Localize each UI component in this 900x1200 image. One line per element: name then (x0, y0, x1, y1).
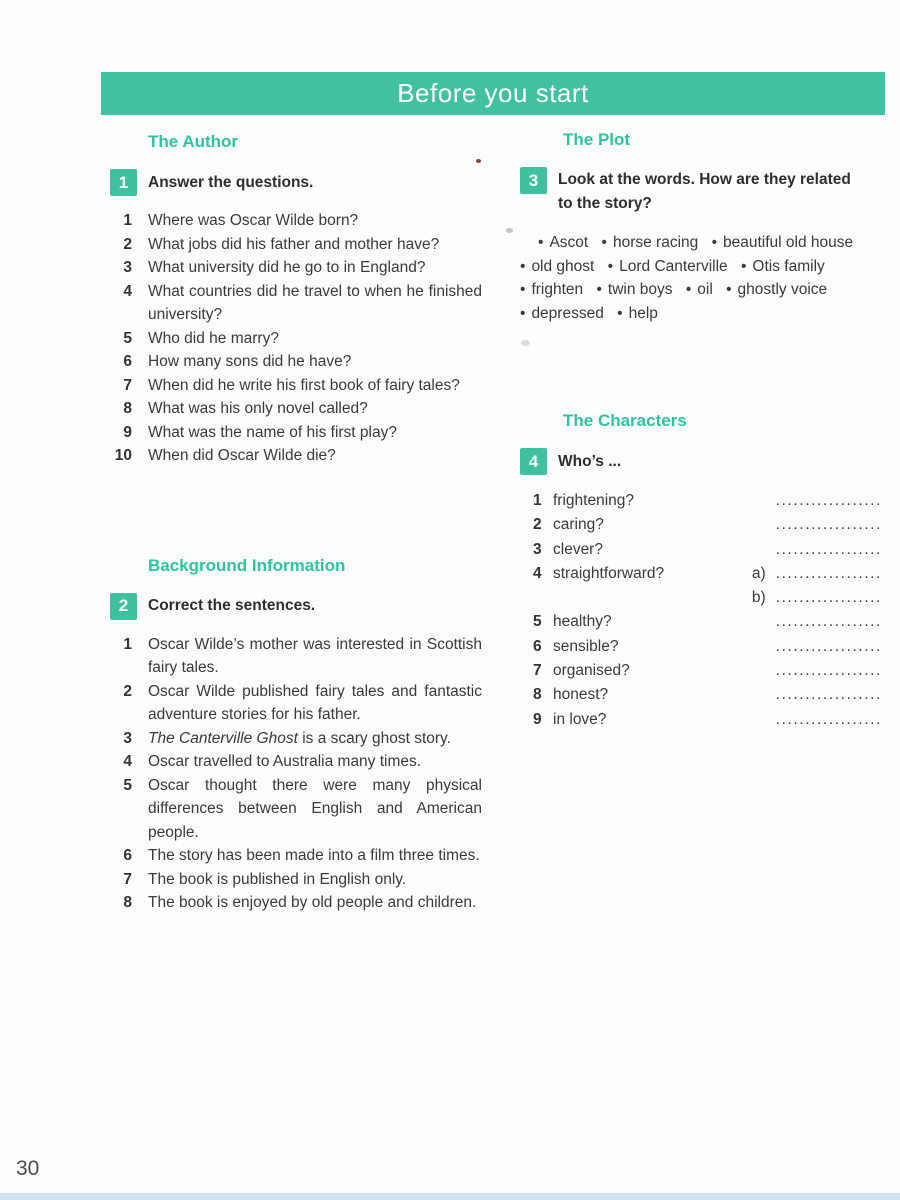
exercise-2-number-box: 2 (110, 593, 137, 620)
word-item (741, 258, 825, 275)
answer-area (776, 610, 886, 634)
question-row (110, 350, 482, 374)
bullet-icon: • (726, 281, 732, 298)
question-number: 7 (123, 376, 132, 394)
answer-area (776, 659, 886, 683)
character-row (520, 513, 886, 537)
bullet-icon: • (538, 234, 544, 251)
question-number: 9 (123, 423, 132, 441)
answer-area (776, 635, 886, 659)
question-row (110, 280, 482, 327)
question-text: How many sons did he have? (148, 353, 352, 370)
character-number: 4 (533, 564, 542, 582)
word-item (726, 281, 827, 298)
question-row (110, 397, 482, 421)
word-item (520, 281, 583, 298)
sentence-text: Oscar thought there were many physical differences between English and American people. (148, 776, 482, 841)
answer-line: .................. (775, 492, 882, 509)
question-row (110, 421, 482, 445)
character-number: 8 (533, 686, 542, 704)
exercise-3-number-box: 3 (520, 167, 547, 194)
word-text: horse racing (612, 234, 699, 251)
sentence-text: Oscar travelled to Australia many times. (148, 753, 422, 770)
exercise-2-instruction: Correct the sentences. (148, 597, 316, 615)
sentence-text (148, 727, 482, 751)
question-row (110, 233, 482, 257)
sentence-row (110, 633, 482, 680)
answer-area (752, 586, 886, 610)
character-sub-row (520, 586, 886, 610)
answer-area (776, 513, 886, 537)
question-text: What was his only novel called? (148, 400, 368, 417)
plot-word-list (520, 231, 880, 325)
character-text: frightening? (553, 492, 635, 509)
character-text: honest? (553, 686, 609, 704)
scan-smudge (506, 228, 513, 233)
scan-speck (476, 159, 481, 163)
word-text: Otis family (752, 257, 825, 275)
character-text: caring? (553, 516, 604, 534)
word-text: Ascot (549, 234, 589, 251)
question-text: Who did he marry? (148, 329, 279, 347)
question-number: 8 (123, 400, 132, 417)
word-item (520, 258, 594, 275)
book-title: The Canterville Ghost (148, 729, 298, 747)
sentence-number: 7 (123, 870, 132, 888)
sentence-rest: is a scary ghost story. (297, 729, 451, 747)
answer-line: .................. (775, 686, 882, 704)
sub-answer-label: b) (751, 589, 766, 607)
sentence-number: 6 (123, 847, 132, 864)
exercise-2-header (110, 593, 482, 620)
sentence-number: 2 (123, 682, 132, 700)
question-text: What was the name of his first play? (148, 423, 397, 441)
question-number: 1 (123, 212, 132, 229)
exercise-3-header (520, 167, 886, 215)
bullet-icon: • (607, 257, 614, 275)
sentence-text: The book is enjoyed by old people and children. (148, 894, 477, 911)
word-item (602, 234, 699, 251)
sentence-row (110, 750, 482, 774)
character-text: healthy? (553, 613, 612, 631)
character-row (520, 708, 886, 732)
bullet-icon: • (685, 281, 692, 298)
author-question-list (110, 209, 482, 468)
question-row (110, 444, 482, 468)
answer-area (776, 708, 886, 732)
answer-area (776, 489, 886, 513)
exercise-3-instruction: Look at the words. How are they related to the story? (558, 171, 851, 212)
character-text: in love? (553, 710, 607, 728)
question-text: What countries did he travel to when he finished university? (148, 282, 482, 323)
word-text: old ghost (531, 257, 595, 275)
character-row (520, 635, 886, 659)
question-row (110, 374, 482, 398)
word-item (520, 305, 604, 322)
author-heading: The Author (148, 132, 239, 151)
character-text: sensible? (553, 637, 619, 655)
word-item (617, 305, 658, 322)
banner-title: Before you start (397, 78, 589, 108)
word-item (686, 281, 713, 298)
word-item (712, 234, 854, 251)
character-number: 3 (533, 540, 542, 558)
character-number: 1 (533, 492, 542, 509)
character-row (520, 489, 886, 513)
word-item (608, 258, 728, 275)
question-number: 6 (123, 353, 132, 370)
sentence-row (110, 680, 482, 727)
exercise-1-instruction: Answer the questions. (148, 173, 314, 191)
word-text: beautiful old house (723, 234, 854, 251)
word-text: frighten (531, 281, 584, 298)
question-number: 3 (123, 259, 132, 276)
question-row (110, 209, 482, 233)
bullet-icon: • (520, 304, 526, 322)
page-number: 30 (16, 1157, 40, 1180)
characters-list (520, 489, 886, 732)
bullet-icon: • (711, 234, 717, 251)
bullet-icon: • (740, 257, 747, 275)
word-text: oil (697, 281, 713, 298)
answer-line: .................. (775, 637, 882, 655)
word-text: ghostly voice (737, 281, 828, 298)
question-text: What jobs did his father and mother have? (148, 235, 440, 253)
scan-smudge (521, 340, 530, 346)
sentence-text: The story has been made into a film three times. (148, 847, 480, 864)
question-number: 2 (123, 235, 132, 253)
word-text: help (628, 304, 658, 322)
character-row (520, 659, 886, 683)
question-row (110, 327, 482, 351)
question-number: 4 (123, 282, 132, 300)
sentence-number: 1 (123, 635, 132, 653)
background-heading: Background Information (148, 555, 346, 575)
question-number: 10 (114, 447, 132, 464)
left-column (110, 132, 482, 915)
sentence-row (110, 891, 482, 915)
character-text: clever? (553, 540, 603, 558)
sentence-number: 3 (123, 729, 132, 747)
bullet-icon: • (596, 281, 602, 298)
word-text: Lord Canterville (619, 257, 728, 275)
bullet-icon: • (520, 281, 526, 298)
answer-line: .................. (775, 662, 882, 680)
answer-line: .................. (775, 589, 882, 607)
sentence-text: The book is published in English only. (148, 870, 407, 888)
sentence-text: Oscar Wilde published fairy tales and fantastic adventure stories for his father. (148, 682, 482, 723)
sentence-row (110, 868, 482, 892)
bullet-icon: • (520, 257, 526, 275)
sentence-number: 8 (123, 894, 132, 911)
character-number: 9 (533, 710, 542, 728)
answer-area (752, 562, 886, 586)
bullet-icon: • (617, 304, 623, 322)
exercise-4-instruction: Who’s ... (558, 452, 622, 470)
exercise-1-number-box: 1 (110, 169, 137, 196)
sentence-number: 4 (123, 753, 132, 770)
exercise-4-header (520, 448, 886, 475)
sentence-text: Oscar Wilde’s mother was interested in Scottish fairy tales. (148, 635, 482, 676)
question-text: What university did he go to in England? (148, 259, 426, 276)
question-number: 5 (123, 329, 132, 347)
character-number: 6 (533, 637, 542, 655)
character-text: straightforward? (553, 564, 665, 582)
character-row (520, 610, 886, 634)
answer-line: .................. (775, 540, 882, 558)
answer-area (776, 538, 886, 562)
word-item (596, 281, 672, 298)
sub-answer-label: a) (751, 564, 766, 582)
exercise-1-header (110, 169, 482, 196)
sentence-row (110, 774, 482, 845)
sentence-number: 5 (123, 776, 132, 794)
word-item (538, 234, 588, 251)
section-banner (101, 72, 885, 115)
exercise-4-number-box: 4 (520, 448, 547, 475)
sentence-row (110, 844, 482, 868)
answer-line: .................. (775, 613, 882, 631)
character-text: organised? (553, 662, 630, 680)
character-row (520, 683, 886, 707)
word-text: depressed (531, 304, 604, 322)
answer-line: .................. (775, 710, 882, 728)
character-row (520, 538, 886, 562)
right-column (520, 130, 886, 732)
background-sentence-list (110, 633, 482, 915)
question-text: When did Oscar Wilde die? (148, 447, 336, 464)
characters-heading: The Characters (563, 411, 687, 430)
question-row (110, 256, 482, 280)
answer-area (776, 683, 886, 707)
sentence-row (110, 727, 482, 751)
question-text: When did he write his first book of fairy tales? (148, 376, 460, 394)
character-number: 2 (533, 516, 542, 534)
character-number: 7 (533, 662, 542, 680)
character-number: 5 (533, 613, 542, 631)
character-row (520, 562, 886, 586)
question-text: Where was Oscar Wilde born? (148, 212, 359, 229)
answer-line: .................. (775, 516, 882, 534)
word-text: twin boys (607, 281, 673, 298)
plot-heading: The Plot (563, 130, 631, 149)
scan-edge (0, 1193, 900, 1200)
bullet-icon: • (601, 234, 607, 251)
answer-line: .................. (775, 564, 882, 582)
